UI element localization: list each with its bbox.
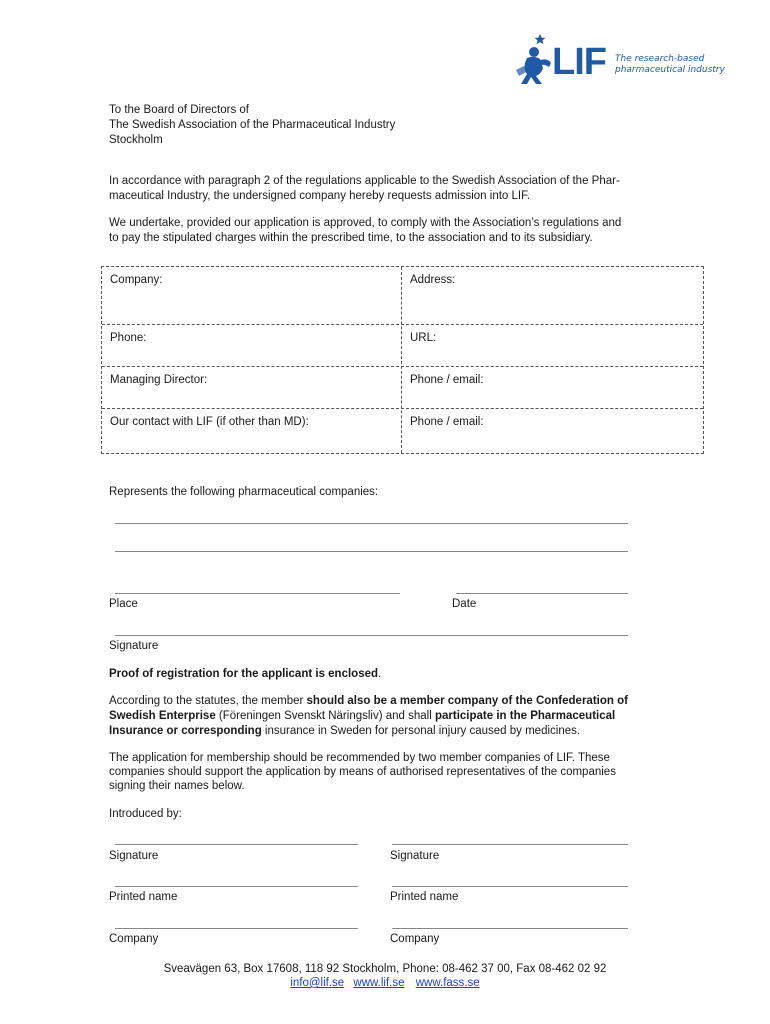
- intro2-company-label: Company: [390, 933, 440, 945]
- recommend-line-3: signing their names below.: [109, 780, 245, 792]
- footer-fass-link[interactable]: www.fass.se: [415, 977, 480, 989]
- represents-line-2[interactable]: [115, 551, 628, 552]
- intro2-name-line[interactable]: [392, 886, 628, 887]
- address-line-1: To the Board of Directors of: [109, 104, 249, 116]
- lif-tagline: The research-based pharmaceutical industry: [615, 54, 725, 75]
- intro1-company-line[interactable]: [115, 928, 358, 929]
- footer-email-link[interactable]: info@lif.se: [290, 977, 345, 989]
- address-line-3: Stockholm: [109, 134, 163, 146]
- md-phone-email-field[interactable]: Phone / email:: [410, 374, 484, 386]
- date-label: Date: [452, 598, 477, 610]
- table-row-managing-director: [102, 366, 703, 409]
- signature-line[interactable]: [115, 635, 628, 636]
- intro2-name-label: Printed name: [390, 891, 459, 903]
- introduced-label: Introduced by:: [109, 808, 182, 820]
- intro-para2-line1: We undertake, provided our application is approved, to comply with the Association’s regulations and: [109, 217, 622, 229]
- lif-logo: [510, 30, 725, 90]
- intro2-signature-label: Signature: [390, 850, 440, 862]
- proof-statement: Proof of registration for the applicant is enclosed.: [109, 668, 382, 680]
- table-row-company: [102, 267, 703, 324]
- application-form-table: [101, 266, 704, 454]
- company-field[interactable]: Company:: [110, 274, 163, 286]
- statutes-line-1: According to the statutes, the member should also be a member company of the Confederation of: [109, 695, 628, 707]
- managing-director-field[interactable]: Managing Director:: [110, 374, 208, 386]
- table-row-phone: [102, 324, 703, 367]
- statutes-line-3: Insurance or corresponding insurance in Sweden for personal injury caused by medicines.: [109, 725, 581, 737]
- recommend-line-1: The application for membership should be recommended by two member companies of LIF. These: [109, 752, 610, 764]
- lif-wordmark: LIF: [552, 41, 606, 83]
- intro2-signature-line[interactable]: [392, 844, 628, 845]
- intro1-signature-line[interactable]: [115, 844, 358, 845]
- intro-para1-line2: maceutical Industry, the undersigned company hereby requests admission into LIF.: [109, 190, 531, 202]
- footer-lif-link[interactable]: www.lif.se: [353, 977, 405, 989]
- lif-contact-field[interactable]: Our contact with LIF (if other than MD):: [110, 416, 309, 428]
- intro1-name-line[interactable]: [115, 886, 358, 887]
- intro1-name-label: Printed name: [109, 891, 178, 903]
- table-row-contact: [102, 408, 703, 455]
- intro2-company-line[interactable]: [392, 928, 628, 929]
- signature-label: Signature: [109, 640, 159, 652]
- place-line[interactable]: [115, 593, 400, 594]
- contact-phone-email-field[interactable]: Phone / email:: [410, 416, 484, 428]
- footer-links: [0, 976, 770, 990]
- footer-address: Sveavägen 63, Box 17608, 118 92 Stockholm, Phone: 08-462 37 00, Fax 08-462 02 92: [163, 963, 607, 975]
- address-line-2: The Swedish Association of the Pharmaceutical Industry: [109, 119, 396, 131]
- place-label: Place: [109, 598, 138, 610]
- phone-field[interactable]: Phone:: [110, 332, 147, 344]
- intro1-company-label: Company: [109, 933, 159, 945]
- url-field[interactable]: URL:: [410, 332, 437, 344]
- statutes-line-2: Swedish Enterprise (Föreningen Svenskt Näringsliv) and shall participate in the Pharmaceutical: [109, 710, 616, 722]
- represents-line-1[interactable]: [115, 523, 628, 524]
- address-field[interactable]: Address:: [410, 274, 456, 286]
- date-line[interactable]: [456, 593, 628, 594]
- represents-label: Represents the following pharmaceutical companies:: [109, 486, 379, 498]
- intro1-signature-label: Signature: [109, 850, 159, 862]
- recommend-line-2: companies should support the application by means of authorised representatives of the companies: [109, 766, 616, 778]
- intro-para1-line1: In accordance with paragraph 2 of the regulations applicable to the Swedish Association of the Phar-: [109, 175, 620, 187]
- intro-para2-line2: to pay the stipulated charges within the prescribed time, to the association and to its subsidiary.: [109, 232, 593, 244]
